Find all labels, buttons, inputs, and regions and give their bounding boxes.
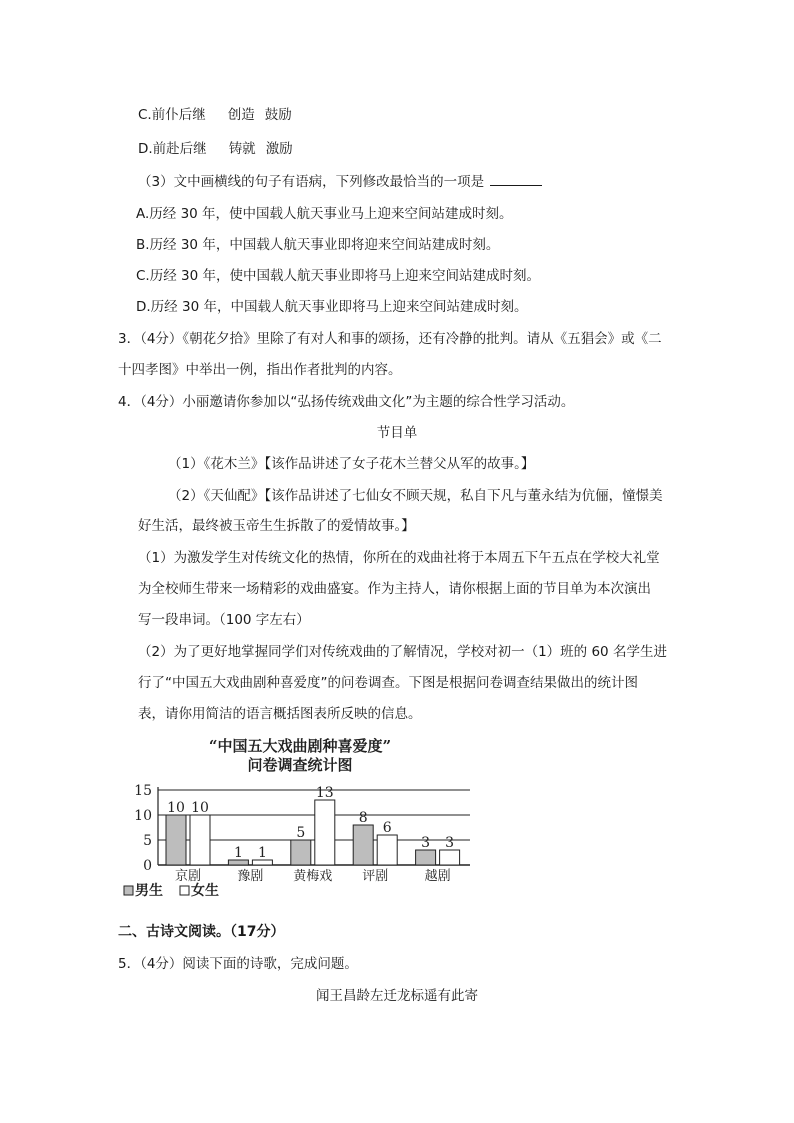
survey-chart-svg	[120, 735, 480, 910]
program-item-1: （1）《花木兰》【该作品讲述了女子花木兰替父从军的故事。】	[168, 456, 535, 472]
option-c-word1: 创造	[227, 107, 255, 123]
q3-line1: 3．（4分）《朝花夕拾》里除了有对人和事的颂扬，还有冷静的批判。请从《五猖会》或《二	[118, 331, 662, 347]
bar-female	[377, 835, 397, 865]
q5-stem: 5．（4分）阅读下面的诗歌，完成问题。	[118, 956, 358, 972]
y-tick-label: 0	[143, 858, 152, 874]
data-label: 1	[233, 845, 243, 861]
poem-title: 闻王昌龄左迁龙标遥有此寄	[316, 988, 478, 1004]
bar-female	[315, 800, 335, 865]
option-d-word2: 激励	[265, 141, 293, 157]
bar-female	[440, 850, 460, 865]
survey-chart	[120, 735, 480, 910]
q4-sub2-line1: （2）为了更好地掌握同学们对传统戏曲的了解情况，学校对初一（1）班的 60 名学生进	[138, 644, 667, 660]
q2-option-c	[138, 106, 292, 124]
q3-line2: 十四孝图》中举出一例，指出作者批判的内容。	[118, 362, 402, 378]
x-tick-label: 评剧	[362, 869, 389, 884]
option-d-word1: 铸就	[228, 141, 256, 157]
legend-swatch-female	[180, 886, 189, 895]
q2-option-d	[138, 140, 293, 158]
q2-3-stem-text: （3）文中画横线的句子有语病，下列修改最恰当的一项是	[138, 174, 485, 190]
chart-title: “中国五大戏曲剧种喜爱度”	[208, 737, 392, 755]
bar-male	[416, 850, 436, 865]
data-label: 10	[167, 800, 185, 816]
q4-sub1-line1: （1）为激发学生对传统文化的热情，你所在的戏曲社将于本周五下午五点在学校大礼堂	[138, 550, 660, 566]
program-item-2-line2: 好生活，最终被玉帝生生拆散了的爱情故事。】	[138, 518, 415, 534]
x-tick-label: 京剧	[174, 869, 202, 884]
x-tick-label: 豫剧	[237, 869, 264, 884]
program-title: 节目单	[376, 425, 418, 441]
y-tick-label: 10	[134, 808, 152, 824]
q2-3-option-b: B.历经 30 年，中国载人航天事业即将迎来空间站建成时刻。	[136, 237, 500, 253]
q2-3-option-d: D.历经 30 年，中国载人航天事业即将马上迎来空间站建成时刻。	[136, 299, 528, 315]
y-tick-label: 5	[143, 833, 152, 849]
q2-3-stem	[138, 173, 542, 191]
bar-male	[166, 815, 186, 865]
data-label: 1	[257, 845, 267, 861]
data-label: 6	[382, 820, 392, 836]
q4-intro: 4．（4分）小丽邀请你参加以“弘扬传统戏曲文化”为主题的综合性学习活动。	[118, 394, 575, 410]
legend-swatch-male	[124, 886, 133, 895]
bar-male	[291, 840, 311, 865]
q4-sub2-line2: 行了“中国五大戏曲剧种喜爱度”的问卷调查。下图是根据问卷调查结果做出的统计图	[138, 675, 638, 691]
data-label: 3	[445, 835, 455, 851]
x-tick-label: 黄梅戏	[293, 869, 333, 884]
x-tick-label: 越剧	[424, 869, 451, 884]
option-d-label: D.前赴后继	[138, 141, 207, 157]
answer-blank	[490, 173, 542, 186]
q2-3-option-a: A.历经 30 年，使中国载人航天事业马上迎来空间站建成时刻。	[136, 206, 513, 222]
q4-sub1-line3: 写一段串词。（100 字左右）	[138, 612, 310, 628]
bar-male	[353, 825, 373, 865]
chart-subtitle: 问卷调查统计图	[247, 756, 353, 774]
program-item-2-line1: （2）《天仙配》【该作品讲述了七仙女不顾天规，私自下凡与董永结为伉俪，憧憬美	[168, 488, 663, 504]
legend-label: 男生	[135, 883, 163, 899]
q4-sub1-line2: 为全校师生带来一场精彩的戏曲盛宴。作为主持人，请你根据上面的节目单为本次演出	[138, 581, 651, 597]
q4-sub2-line3: 表，请你用简洁的语言概括图表所反映的信息。	[138, 706, 422, 722]
data-label: 5	[296, 825, 306, 841]
section2-heading: 二、古诗文阅读。（17分）	[118, 924, 285, 940]
data-label: 8	[358, 810, 368, 826]
bar-female	[190, 815, 210, 865]
option-c-word2: 鼓励	[264, 107, 292, 123]
option-c-label: C.前仆后继	[138, 107, 206, 123]
legend-label: 女生	[191, 883, 219, 899]
data-label: 3	[421, 835, 431, 851]
y-tick-label: 15	[134, 783, 152, 799]
q2-3-option-c: C.历经 30 年，使中国载人航天事业即将马上迎来空间站建成时刻。	[136, 268, 540, 284]
data-label: 10	[191, 800, 209, 816]
data-label: 13	[315, 785, 334, 801]
